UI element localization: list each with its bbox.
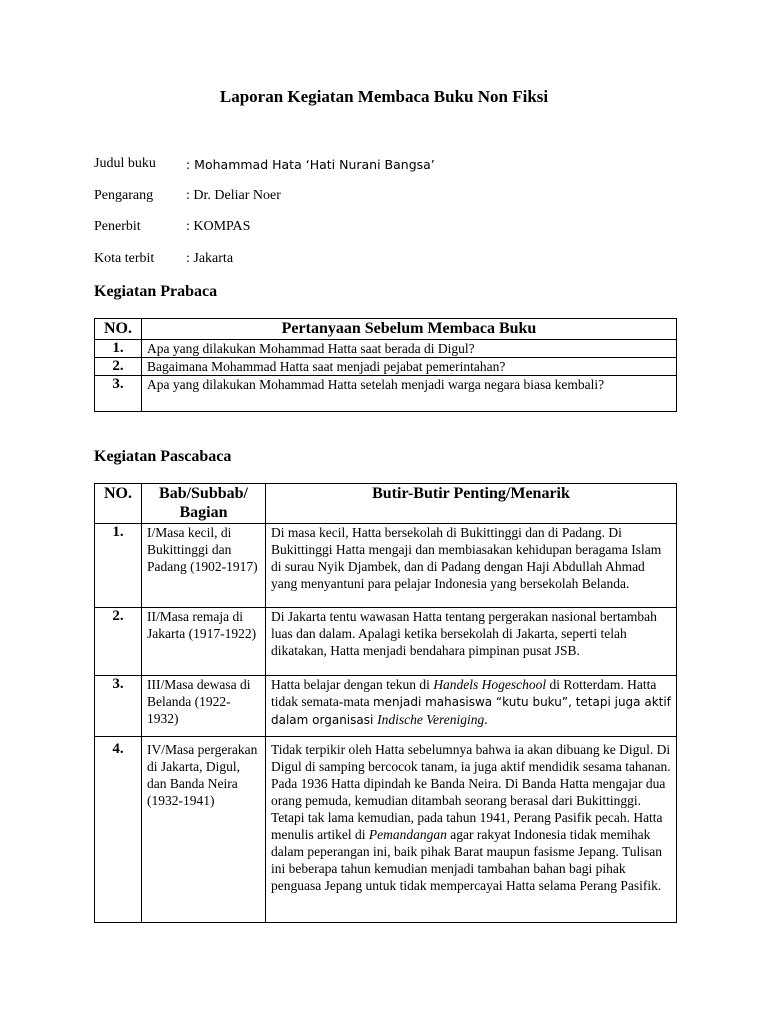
table-row (95, 376, 677, 412)
summary-text: Tidak terpikir oleh Hatta sebelumnya bahwa ia akan dibuang ke Digul. Di Digul di samping bercocok tanam, ia juga aktif mendidik sesama tahanan. Pada 1936 Hatta dipindah ke Banda Neira. Di Banda Hatta mengajar dua orang pemuda, kemudian ditambah seorang berasal dari Bukittinggi. Tetapi tak lama kemudian, pada tahun 1941, Perang Pasifik pecah. Hatta menulis artikel di (271, 742, 671, 842)
column-header: Bab/Subbab/ Bagian (142, 484, 266, 524)
summary-cell (266, 737, 677, 923)
summary-italic: Pemandangan (368, 827, 447, 842)
chapter-cell: I/Masa kecil, di Bukittinggi dan Padang (1902-1917) (142, 524, 266, 608)
column-header: Pertanyaan Sebelum Membaca Buku (142, 319, 677, 340)
row-number: 3. (95, 376, 142, 412)
question-text: Apa yang dilakukan Mohammad Hatta saat berada di Digul? (142, 340, 677, 358)
chapter-cell: II/Masa remaja di Jakarta (1917-1922) (142, 608, 266, 676)
question-text: Apa yang dilakukan Mohammad Hatta setelah menjadi warga negara biasa kembali? (142, 376, 677, 412)
row-number: 3. (95, 676, 142, 737)
info-value: : Jakarta (186, 251, 234, 266)
info-value: : KOMPAS (186, 219, 251, 234)
pascabaca-table (94, 483, 677, 923)
row-number: 1. (95, 524, 142, 608)
table-row (95, 340, 677, 358)
info-value: : Dr. Deliar Noer (186, 188, 281, 203)
info-label: Penerbit (94, 219, 141, 234)
row-number: 2. (95, 608, 142, 676)
table-row (95, 608, 677, 676)
table-header-row (95, 484, 677, 524)
question-text: Bagaimana Mohammad Hatta saat menjadi pejabat pemerintahan? (142, 358, 677, 376)
summary-text: menjadi mahasiswa “kutu buku”, tetapi juga aktif dalam organisasi (271, 695, 671, 727)
summary-cell (266, 676, 677, 737)
summary-text: agar rakyat Indonesia tidak memihak dalam peperangan ini, baik pihak Barat maupun fasisme Jepang. Tulisan ini beberapa tahun kemudian menjadi tambahan bahan bagi pihak penguasa Jepang untuk tidak mempercayai Hatta selama Perang Pasifik. (271, 827, 663, 893)
table-row (95, 524, 677, 608)
summary-cell: Di Jakarta tentu wawasan Hatta tentang pergerakan nasional bertambah luas dan dalam. Apalagi ketika bersekolah di Jakarta, seperti telah dikatakan, Hatta menjadi bendahara pimpinan pusat JSB. (266, 608, 677, 676)
chapter-cell: III/Masa dewasa di Belanda (1922-1932) (142, 676, 266, 737)
page-title: Laporan Kegiatan Membaca Buku Non Fiksi (219, 87, 549, 106)
row-number: 2. (95, 358, 142, 376)
summary-italic: Handels Hogeschool (433, 677, 547, 692)
info-label: Judul buku (94, 156, 156, 171)
info-label: Pengarang (94, 188, 154, 203)
row-number: 4. (95, 737, 142, 923)
column-header: NO. (95, 484, 142, 524)
column-header: Butir-Butir Penting/Menarik (266, 484, 677, 524)
chapter-cell: IV/Masa pergerakan di Jakarta, Digul, dan Banda Neira (1932-1941) (142, 737, 266, 923)
summary-text: . (484, 712, 488, 727)
section-heading-pascabaca: Kegiatan Pascabaca (94, 448, 232, 465)
summary-text: Hatta belajar dengan tekun di (271, 677, 434, 692)
table-row (95, 358, 677, 376)
row-number: 1. (95, 340, 142, 358)
info-value: : Mohammad Hata ‘Hati Nurani Bangsa’ (186, 157, 435, 172)
table-row (95, 737, 677, 923)
column-header: NO. (95, 319, 142, 340)
summary-italic: Indische Vereniging (377, 712, 485, 727)
info-label: Kota terbit (94, 251, 155, 266)
summary-text: di Rotterdam. Hatta tidak semata-mata (271, 677, 657, 709)
table-row (95, 676, 677, 737)
summary-cell: Di masa kecil, Hatta bersekolah di Bukittinggi dan di Padang. Di Bukittinggi Hatta mengaji dan membiasakan kehidupan beragama Islam di surau Nyik Djambek, dan di Padang dengan Haji Abdullah Ahmad yang menyantuni para pelajar Indonesia yang bersekolah Belanda. (266, 524, 677, 608)
table-header-row (95, 319, 677, 340)
prabaca-table (94, 318, 677, 412)
section-heading-prabaca: Kegiatan Prabaca (94, 283, 218, 300)
